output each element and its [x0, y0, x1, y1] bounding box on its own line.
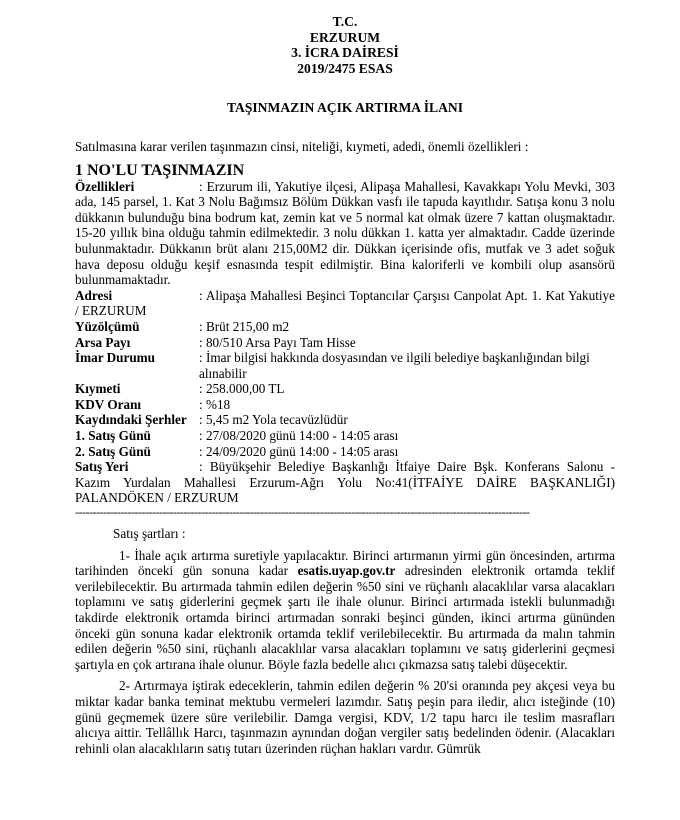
header-tc: T.C.: [332, 14, 358, 29]
field-value: : Brüt 215,00 m2: [199, 318, 290, 334]
esatis-link[interactable]: esatis.uyap.gov.tr: [297, 563, 396, 579]
separator-line: ----------------------------------------------------------------------------------------------------------------------------------: [75, 506, 530, 519]
field-label: Kaydındaki Şerhler: [75, 412, 187, 428]
sale-place-label: Satış Yeri: [75, 459, 129, 475]
document-title: TAŞINMAZIN AÇIK ARTIRMA İLANI: [226, 100, 464, 116]
field-row-zoning: [75, 350, 615, 381]
field-value: : 5,45 m2 Yola tecavüzlüdür: [199, 412, 348, 428]
field-label: İmar Durumu: [75, 350, 155, 366]
paragraph-text: 1- İhale açık artırma suretiyle yapılacaktır. Birinci artırmanın yirmi gün öncesinden, artırma tarihinden önceki gün sonuna kadar: [75, 547, 615, 579]
field-value: : %18: [199, 396, 231, 412]
field-value: : 80/510 Arsa Payı Tam Hisse: [199, 334, 356, 350]
header-case-number: 2019/2475 ESAS: [297, 60, 393, 76]
field-label: 1. Satış Günü: [75, 428, 151, 444]
condition-paragraph-1: [75, 548, 615, 673]
field-row-value: [75, 381, 615, 397]
header-city: ERZURUM: [309, 29, 381, 45]
address-label: Adresi: [75, 287, 113, 303]
field-row-vat: [75, 397, 615, 413]
field-row-land-share: [75, 335, 615, 351]
field-value: : 258.000,00 TL: [199, 381, 285, 397]
document-page: [75, 14, 615, 756]
condition-paragraph-2: 2- Artırmaya iştirak edeceklerin, tahmin edilen değerin % 20'si oranında pey akçesi veya bu miktar kadar banka teminat mektubu vermeleri lazımdır. Satış peşin para iledir, alıcı isteğinde (10) günü geçmemek üzere süre verilebilir. Damga vergisi, KDV, 1/2 tapu harcı ile teslim masrafları alıcıya aittir. Tellâllık Harcı, taşınmazın aynından doğan vergiler satış bedelinden ödenir. (Alacakları rehinli olan alacaklıların satış tutarı üzerinden rüçhan hakları vardır. Gümrük: [75, 678, 615, 756]
field-value: : 24/09/2020 günü 14:00 - 14:05 arası: [199, 443, 399, 459]
field-row-area: [75, 319, 615, 335]
field-row-sale-day-2: [75, 444, 615, 460]
paragraph-text: adresinden elektronik ortamda teklif verilebilecektir. Bu artırmada tahmin edilen değerin %50 sini ve rüçhanlı alacaklılar varsa alacakları toplamını ve satış giderlerini geçmek şartı ile ihale olunur. Birinci artırmada istekli bulunmadığı takdirde elektronik ortamda birinci artırmadan sonraki beşinci günden, ikinci artırma gününden önceki gün sonuna kadar elektronik ortamda teklif verilebilecektir. Bu artırmada da malın tahmin edilen değerin %50 sini, rüçhanlı alacaklılar varsa alacakları toplamını ve satış giderlerini geçmesi şartıyla en çok artırana ihale olunur. Böyle fazla bedelle alıcı çıkmazsa satış talebi düşecektir.: [75, 563, 616, 672]
properties-value: : Erzurum ili, Yakutiye ilçesi, Alipaşa Mahallesi, Kavakkapı Yolu Mevki, 303 ada, 145 parsel, 1. Kat 3 Nolu Bağımsız Bölüm Dükkan vasfı ile tapuda kayıtlıdır. Satışa konu 3 nolu dükkanın bulunduğu bina bodrum kat, zemin kat ve 5 normal kat olmak üzere 7 kattan oluşmaktadır. 15-20 yıllık bina olduğu tahmin edilmektedir. 3 nolu dükkan 1. katta yer almaktadır. Cadde üzerinde bulunmaktadır. Dükkanın brüt alanı 215,00M2 dir. Dükkan içerisinde ofis, mutfak ve 3 adet soğuk hava deposu olduğu keşif esnasında tespit edilmiştir. Bina kaloriferli ve kombili olup asansörü bulunmamaktadır.: [75, 178, 615, 288]
address-block: [75, 288, 615, 319]
field-row-sale-day-1: [75, 428, 615, 444]
properties-label: Özellikleri: [75, 178, 135, 194]
field-label: KDV Oranı: [75, 396, 142, 412]
field-label: 2. Satış Günü: [75, 443, 151, 459]
field-value: : 27/08/2020 günü 14:00 - 14:05 arası: [199, 428, 399, 444]
intro-text: Satılmasına karar verilen taşınmazın cinsi, niteliği, kıymeti, adedi, önemli özellikleri :: [75, 138, 529, 154]
header-office: 3. İCRA DAİRESİ: [291, 45, 399, 61]
field-label: Kıymeti: [75, 381, 121, 397]
conditions-title: Satış şartları :: [113, 526, 186, 542]
field-label: Yüzölçümü: [75, 318, 140, 334]
field-value: : İmar bilgisi hakkında dosyasından ve ilgili belediye başkanlığından bilgi alınabilir: [199, 350, 590, 381]
properties-block: [75, 179, 615, 288]
section-heading: 1 NO'LU TAŞINMAZIN: [75, 161, 245, 179]
sale-place-value: : Büyükşehir Belediye Başkanlığı İtfaiye Daire Bşk. Konferans Salonu - Kazım Yurdalan Mahallesi Erzurum-Ağrı Yolu No:41(İTFAİYE DAİRE BAŞKANLIĞI) PALANDÖKEN / ERZURUM: [75, 459, 615, 506]
document-header: [75, 14, 615, 76]
field-row-annotations: [75, 412, 615, 428]
field-list: [75, 319, 615, 459]
address-value: : Alipaşa Mahallesi Beşinci Toptancılar Çarşısı Canpolat Apt. 1. Kat Yakutiye / ERZURUM: [75, 287, 615, 319]
field-label: Arsa Payı: [75, 334, 131, 350]
sale-place-block: [75, 459, 615, 506]
